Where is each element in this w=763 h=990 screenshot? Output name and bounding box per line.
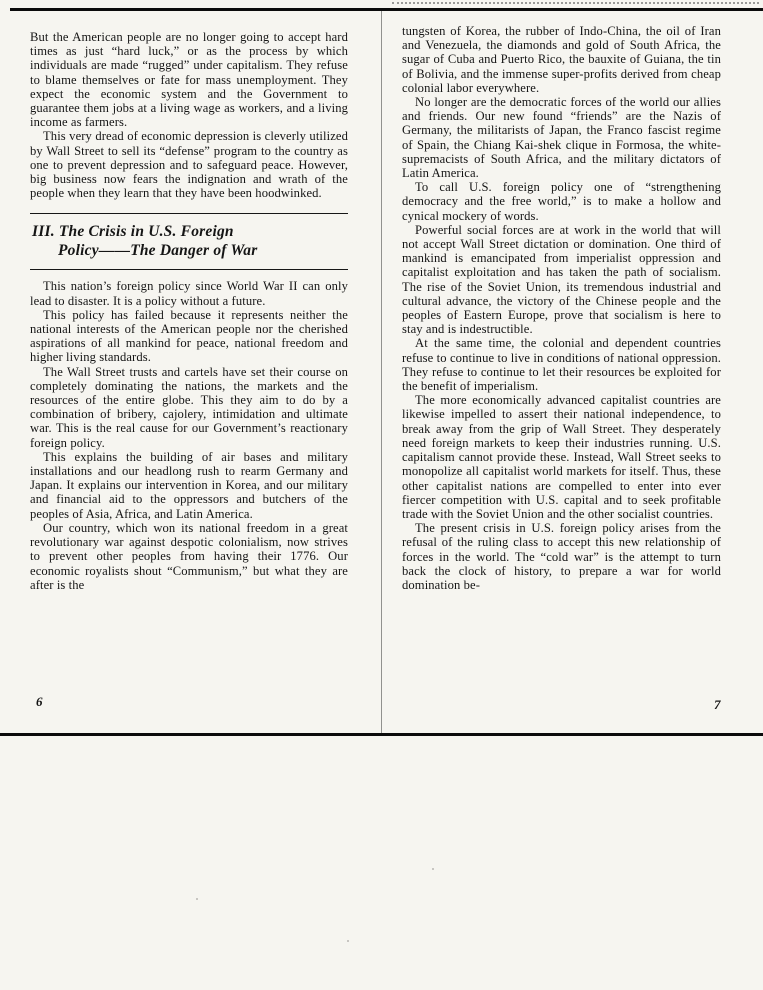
scan-speck	[196, 898, 198, 900]
right-page-column	[402, 24, 721, 592]
paragraph: Powerful social forces are at work in the world that will not accept Wall Street dictation or domination. One third of mankind is emancipated from imperialist oppression and capitalist exploitation and has taken the path of socialism. The rise of the Soviet Union, its tremendous industrial and cultural advance, the victory of the Chinese people and the peoples of Eastern Europe, prove that socialism is here to stay and is indestructible.	[402, 222, 721, 337]
section-heading	[30, 214, 348, 269]
paragraph: But the American people are no longer going to accept hard times as just “hard luck,” or as the process by which individuals are made “rugged” under capitalism. They refuse to blame themselves or fate for mass unemployment. They expect the economic system and the Government to guarantee them jobs at a living wage as workers, and a living income as farmers.	[30, 30, 348, 130]
bottom-border-rule	[0, 733, 763, 736]
center-fold-line	[381, 11, 382, 733]
left-page-column	[30, 30, 348, 592]
paragraph: Our country, which won its national freedom in a great revolutionary war against despotic colonialism, now strives to prevent other peoples from having their 1776. Our economic royalists shout “Communism,” but what they are after is the	[30, 520, 348, 592]
paragraph: The more economically advanced capitalist countries are likewise impelled to assert their national independence, to break away from the grip of Wall Street. They desperately need foreign markets to keep their industries running. U.S. capitalism cannot provide these. Instead, Wall Street seeks to monopolize all capitalist world markets for itself. Thus, these other capitalist nations are compelled to enter into ever fiercer competition with U.S. capital and to seek profitable trade with the Soviet Union and the other socialist countries.	[402, 393, 721, 521]
section-heading-block	[30, 213, 348, 270]
paragraph: This explains the building of air bases and military installations and our headlong rush to rearm Germany and Japan. It explains our intervention in Korea, and our military and financial aid to the oppressors and butchers of the peoples of Asia, Africa, and Latin America.	[30, 449, 348, 521]
page-number-right: 7	[714, 697, 721, 712]
paragraph: This very dread of economic depression is cleverly utilized by Wall Street to sell its “defense” program to the country as one to prevent depression and to safeguard peace. However, big business now fears the indignation and wrath of the people when they learn that they have been hoodwinked.	[30, 129, 348, 201]
heading-rule-bottom	[30, 269, 348, 270]
scan-dash-marks	[392, 2, 759, 4]
scan-speck	[347, 940, 349, 942]
section-heading-line2: Policy——The Danger of War	[58, 242, 258, 260]
paragraph: At the same time, the colonial and dependent countries refuse to continue to live in conditions of national oppression. They refuse to continue to let their resources be exploited for the benefit of imperialism.	[402, 336, 721, 394]
paragraph: This nation’s foreign policy since World War II can only lead to disaster. It is a policy without a future.	[30, 279, 348, 308]
top-border-rule	[10, 8, 763, 11]
paragraph: The Wall Street trusts and cartels have set their course on completely dominating the nations, the markets and the resources of the entire globe. This they aim to do by a combination of bribery, cajolery, intimidation and ultimate war. This is the real cause for our Government’s reactionary foreign policy.	[30, 364, 348, 450]
page-number-left: 6	[36, 694, 43, 709]
paragraph: This policy has failed because it represents neither the national interests of the American people nor the cherished aspirations of all mankind for peace, national freedom and higher living standards.	[30, 307, 348, 365]
paragraph: To call U.S. foreign policy one of “strengthening democracy and the free world,” is to make a hollow and cynical mockery of words.	[402, 180, 721, 223]
paragraph: The present crisis in U.S. foreign policy arises from the refusal of the ruling class to accept this new relationship of forces in the world. The “cold war” is the attempt to turn back the clock of history, to prepare a war for world domination be-	[402, 521, 721, 592]
scan-speck	[432, 868, 434, 870]
paragraph: tungsten of Korea, the rubber of Indo-China, the oil of Iran and Venezuela, the diamonds and gold of South Africa, the sugar of Cuba and Puerto Rico, the bauxite of Guiana, the tin of Bolivia, and the immense super-profits derived from cheap colonial labor everywhere.	[402, 24, 721, 95]
section-heading-line1: III. The Crisis in U.S. Foreign	[32, 223, 234, 241]
paragraph: No longer are the democratic forces of the world our allies and friends. Our new found “friends” are the Nazis of Germany, the militarists of Japan, the Franco fascist regime of Spain, the Chiang Kai-shek clique in Formosa, the white-supremacists of South Africa, and the military dictators of Latin America.	[402, 95, 721, 181]
